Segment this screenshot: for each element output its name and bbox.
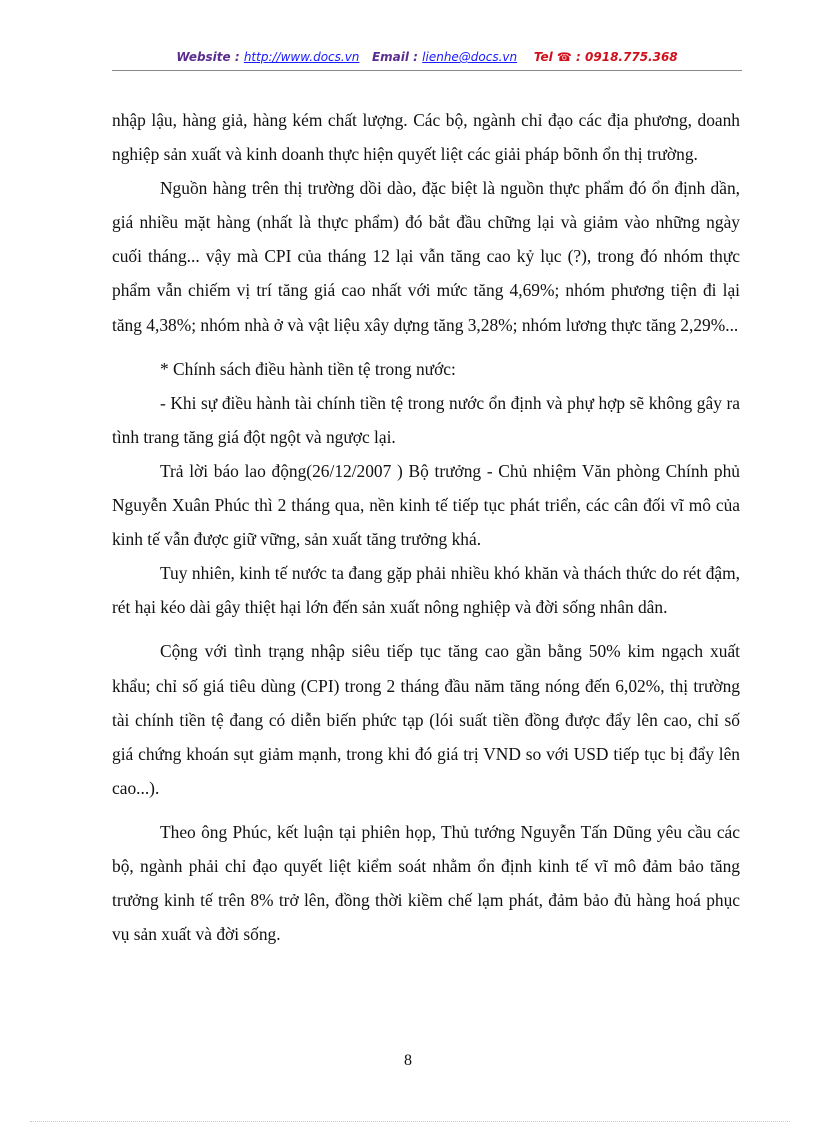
phone-label: Tel ☎ : [533, 50, 586, 64]
page-header [112, 50, 742, 64]
paragraph: Trả lời báo lao động(26/12/2007 ) Bộ trưởng - Chủ nhiệm Văn phòng Chính phủ Nguyễn Xuân Phúc thì 2 tháng qua, nền kinh tế tiếp tục phát triển, các cân đối vĩ mô của kinh tế vẫn được giữ vững, sản xuất tăng trưởng khá. [112, 460, 740, 550]
page-number: 8 [404, 1052, 412, 1069]
paragraph-continuation: nhập lậu, hàng giả, hàng kém chất lượng. Các bộ, ngành chỉ đạo các địa phương, doanh nghiệp sản xuất và kinh doanh thực hiện quyết liệt các giải pháp bõnh ổn thị trường. [112, 110, 740, 165]
email-label: Email : [371, 50, 423, 64]
paragraph: Theo ông Phúc, kết luận tại phiên họp, Thủ tướng Nguyễn Tấn Dũng yêu cầu các bộ, ngành phải chỉ đạo quyết liệt kiểm soát nhằm ổn định kinh tế vĩ mô đảm bảo tăng trưởng kinh tế trên 8% trở lên, đồng thời kiềm chế lạm phát, đảm bảo đủ hàng hoá phục vụ sản xuất và đời sống. [112, 821, 740, 945]
paragraph: Nguồn hàng trên thị trường dồi dào, đặc biệt là nguồn thực phẩm đó ổn định dần, giá nhiều mặt hàng (nhất là thực phẩm) đó bắt đầu chững lại và giảm vào những ngày cuối tháng... vậy mà CPI của tháng 12 lại vẫn tăng cao kỷ lục (?), trong đó nhóm thực phẩm vẫn chiếm vị trí tăng giá cao nhất với mức tăng 4,69%; nhóm phương tiện đi lại tăng 4,38%; nhóm nhà ở và vật liệu xây dựng tăng 3,28%; nhóm lương thực tăng 2,29%... [112, 178, 740, 335]
website-link[interactable]: http://www.docs.vn [243, 50, 360, 64]
paragraph: Cộng với tình trạng nhập siêu tiếp tục tăng cao gần bằng 50% kim ngạch xuất khẩu; chỉ số giá tiêu dùng (CPI) trong 2 tháng đầu năm tăng nóng đến 6,02%, thị trường tài chính tiền tệ đang có diễn biến phức tạp (lói suất tiền đồng được đẩy lên cao, chỉ số giá chứng khoán sụt giảm mạnh, trong khi đó giá trị VND so với USD tiếp tục bị đẩy lên cao...). [112, 641, 740, 798]
website-label: Website : [176, 50, 244, 64]
paragraph: - Khi sự điều hành tài chính tiền tệ trong nước ổn định và phự hợp sẽ không gây ra tình trang tăng giá đột ngột và ngược lại. [112, 392, 740, 447]
document-body [112, 103, 740, 951]
paragraph: Tuy nhiên, kinh tế nước ta đang gặp phải nhiều khó khăn và thách thức do rét đậm, rét hại kéo dài gây thiệt hại lớn đến sản xuất nông nghiệp và đời sống nhân dân. [112, 563, 740, 618]
email-link[interactable]: lienhe@docs.vn [422, 50, 518, 64]
section-heading: * Chính sách điều hành tiền tệ trong nước: [160, 358, 456, 379]
header-divider [112, 70, 742, 71]
page-bottom-edge [30, 1121, 790, 1122]
phone-number: 0918.775.368 [585, 50, 678, 64]
